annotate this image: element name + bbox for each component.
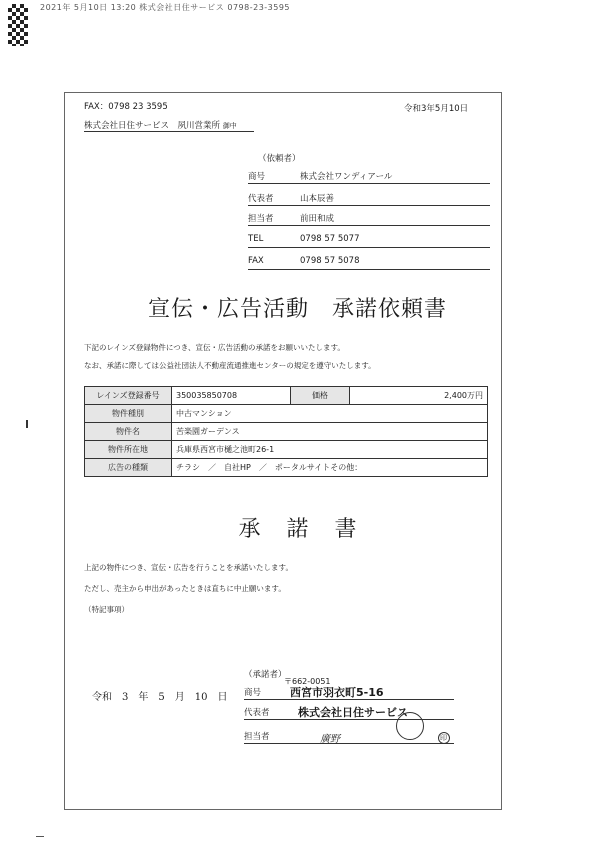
property-name-label: 物件名: [85, 423, 172, 441]
hanko-seal: [396, 712, 424, 740]
requester-heading: （依頼者）: [258, 154, 301, 164]
addressee: [84, 119, 254, 132]
fax-registration-marks: [8, 4, 28, 46]
table-row: [85, 387, 488, 405]
grantor-address-label: 商号: [244, 688, 262, 698]
postal-code: 〒662-0051: [284, 677, 331, 686]
requester-row-fax: [248, 254, 490, 270]
grantor-company-value: 株式会社日住サービス: [298, 706, 408, 719]
property-name-value: 苦楽園ガーデンス: [172, 423, 488, 441]
ad-type-value: チラシ ／ 自社HP ／ ポータルサイトその他：: [172, 459, 488, 477]
grantor-company-label: 代表者: [244, 708, 270, 718]
requester-company-value: 株式会社ワンディアール: [300, 172, 393, 182]
requester-contact-label: 担当者: [248, 214, 274, 224]
requester-company-label: 商号: [248, 172, 266, 182]
requester-row-tel: [248, 232, 490, 248]
requester-row-company: [248, 168, 490, 184]
consent-text-2: ただし、売主から申出があったときは直ちに中止願います。: [84, 584, 286, 593]
table-row: [85, 441, 488, 459]
footer-dash: [36, 836, 44, 837]
price-label: 価格: [291, 387, 350, 405]
consent-title: 承諾書: [238, 517, 383, 542]
margin-mark: [26, 420, 31, 428]
requester-row-representative: [248, 190, 490, 206]
seal-mark-label: 印: [440, 734, 447, 742]
request-paragraph-1: 下記のレインズ登録物件につき、宣伝・広告活動の承諾をお願いいたします。: [84, 343, 345, 352]
requester-tel-value: 0798 57 5077: [300, 234, 360, 244]
consent-date: 令和 3 年 5 月 10 日: [92, 692, 228, 703]
price-value: 2,400万円: [350, 387, 488, 405]
reins-number-label: レインズ登録番号: [85, 387, 172, 405]
addressee-suffix: 御中: [222, 122, 237, 130]
fax-number: FAX：0798 23 3595: [84, 102, 168, 112]
reins-number-value: 350035850708: [172, 387, 291, 405]
requester-fax-value: 0798 57 5078: [300, 256, 360, 266]
property-address-value: 兵庫県西宮市樋之池町26-1: [172, 441, 488, 459]
property-address-label: 物件所在地: [85, 441, 172, 459]
addressee-name: 株式会社日住サービス 夙川営業所: [84, 121, 221, 131]
grantor-row-address: [244, 684, 454, 700]
grantor-contact-value: 廣野: [320, 734, 340, 745]
special-notes-label: （特記事項）: [84, 605, 129, 614]
grantor-heading: （承諾者）: [244, 670, 287, 680]
fax-transmission-header: 2021年 5月10日 13:20 株式会社日住サービス 0798-23-3595: [40, 3, 291, 12]
table-row: [85, 423, 488, 441]
request-paragraph-2: なお、承諾に際しては公益社団法人不動産流通推進センターの規定を遵守いたします。: [84, 361, 376, 370]
document-date: 令和3年5月10日: [404, 104, 469, 114]
consent-text-1: 上記の物件につき、宣伝・広告を行うことを承諾いたします。: [84, 563, 293, 572]
grantor-contact-label: 担当者: [244, 732, 270, 742]
property-info-table: [84, 386, 488, 477]
requester-representative-label: 代表者: [248, 194, 274, 204]
grantor-row-company: [244, 704, 454, 720]
property-type-value: 中古マンション: [172, 405, 488, 423]
requester-fax-label: FAX: [248, 256, 264, 266]
requester-row-contact: [248, 210, 490, 226]
ad-type-label: 広告の種類: [85, 459, 172, 477]
grantor-address-value: 西宮市羽衣町5-16: [290, 686, 384, 699]
document-title: 宣伝・広告活動 承諾依頼書: [147, 297, 447, 322]
property-type-label: 物件種別: [85, 405, 172, 423]
requester-contact-value: 前田和成: [300, 214, 335, 224]
table-row: [85, 459, 488, 477]
requester-tel-label: TEL: [248, 234, 264, 244]
requester-representative-value: 山本辰善: [300, 194, 335, 204]
table-row: [85, 405, 488, 423]
